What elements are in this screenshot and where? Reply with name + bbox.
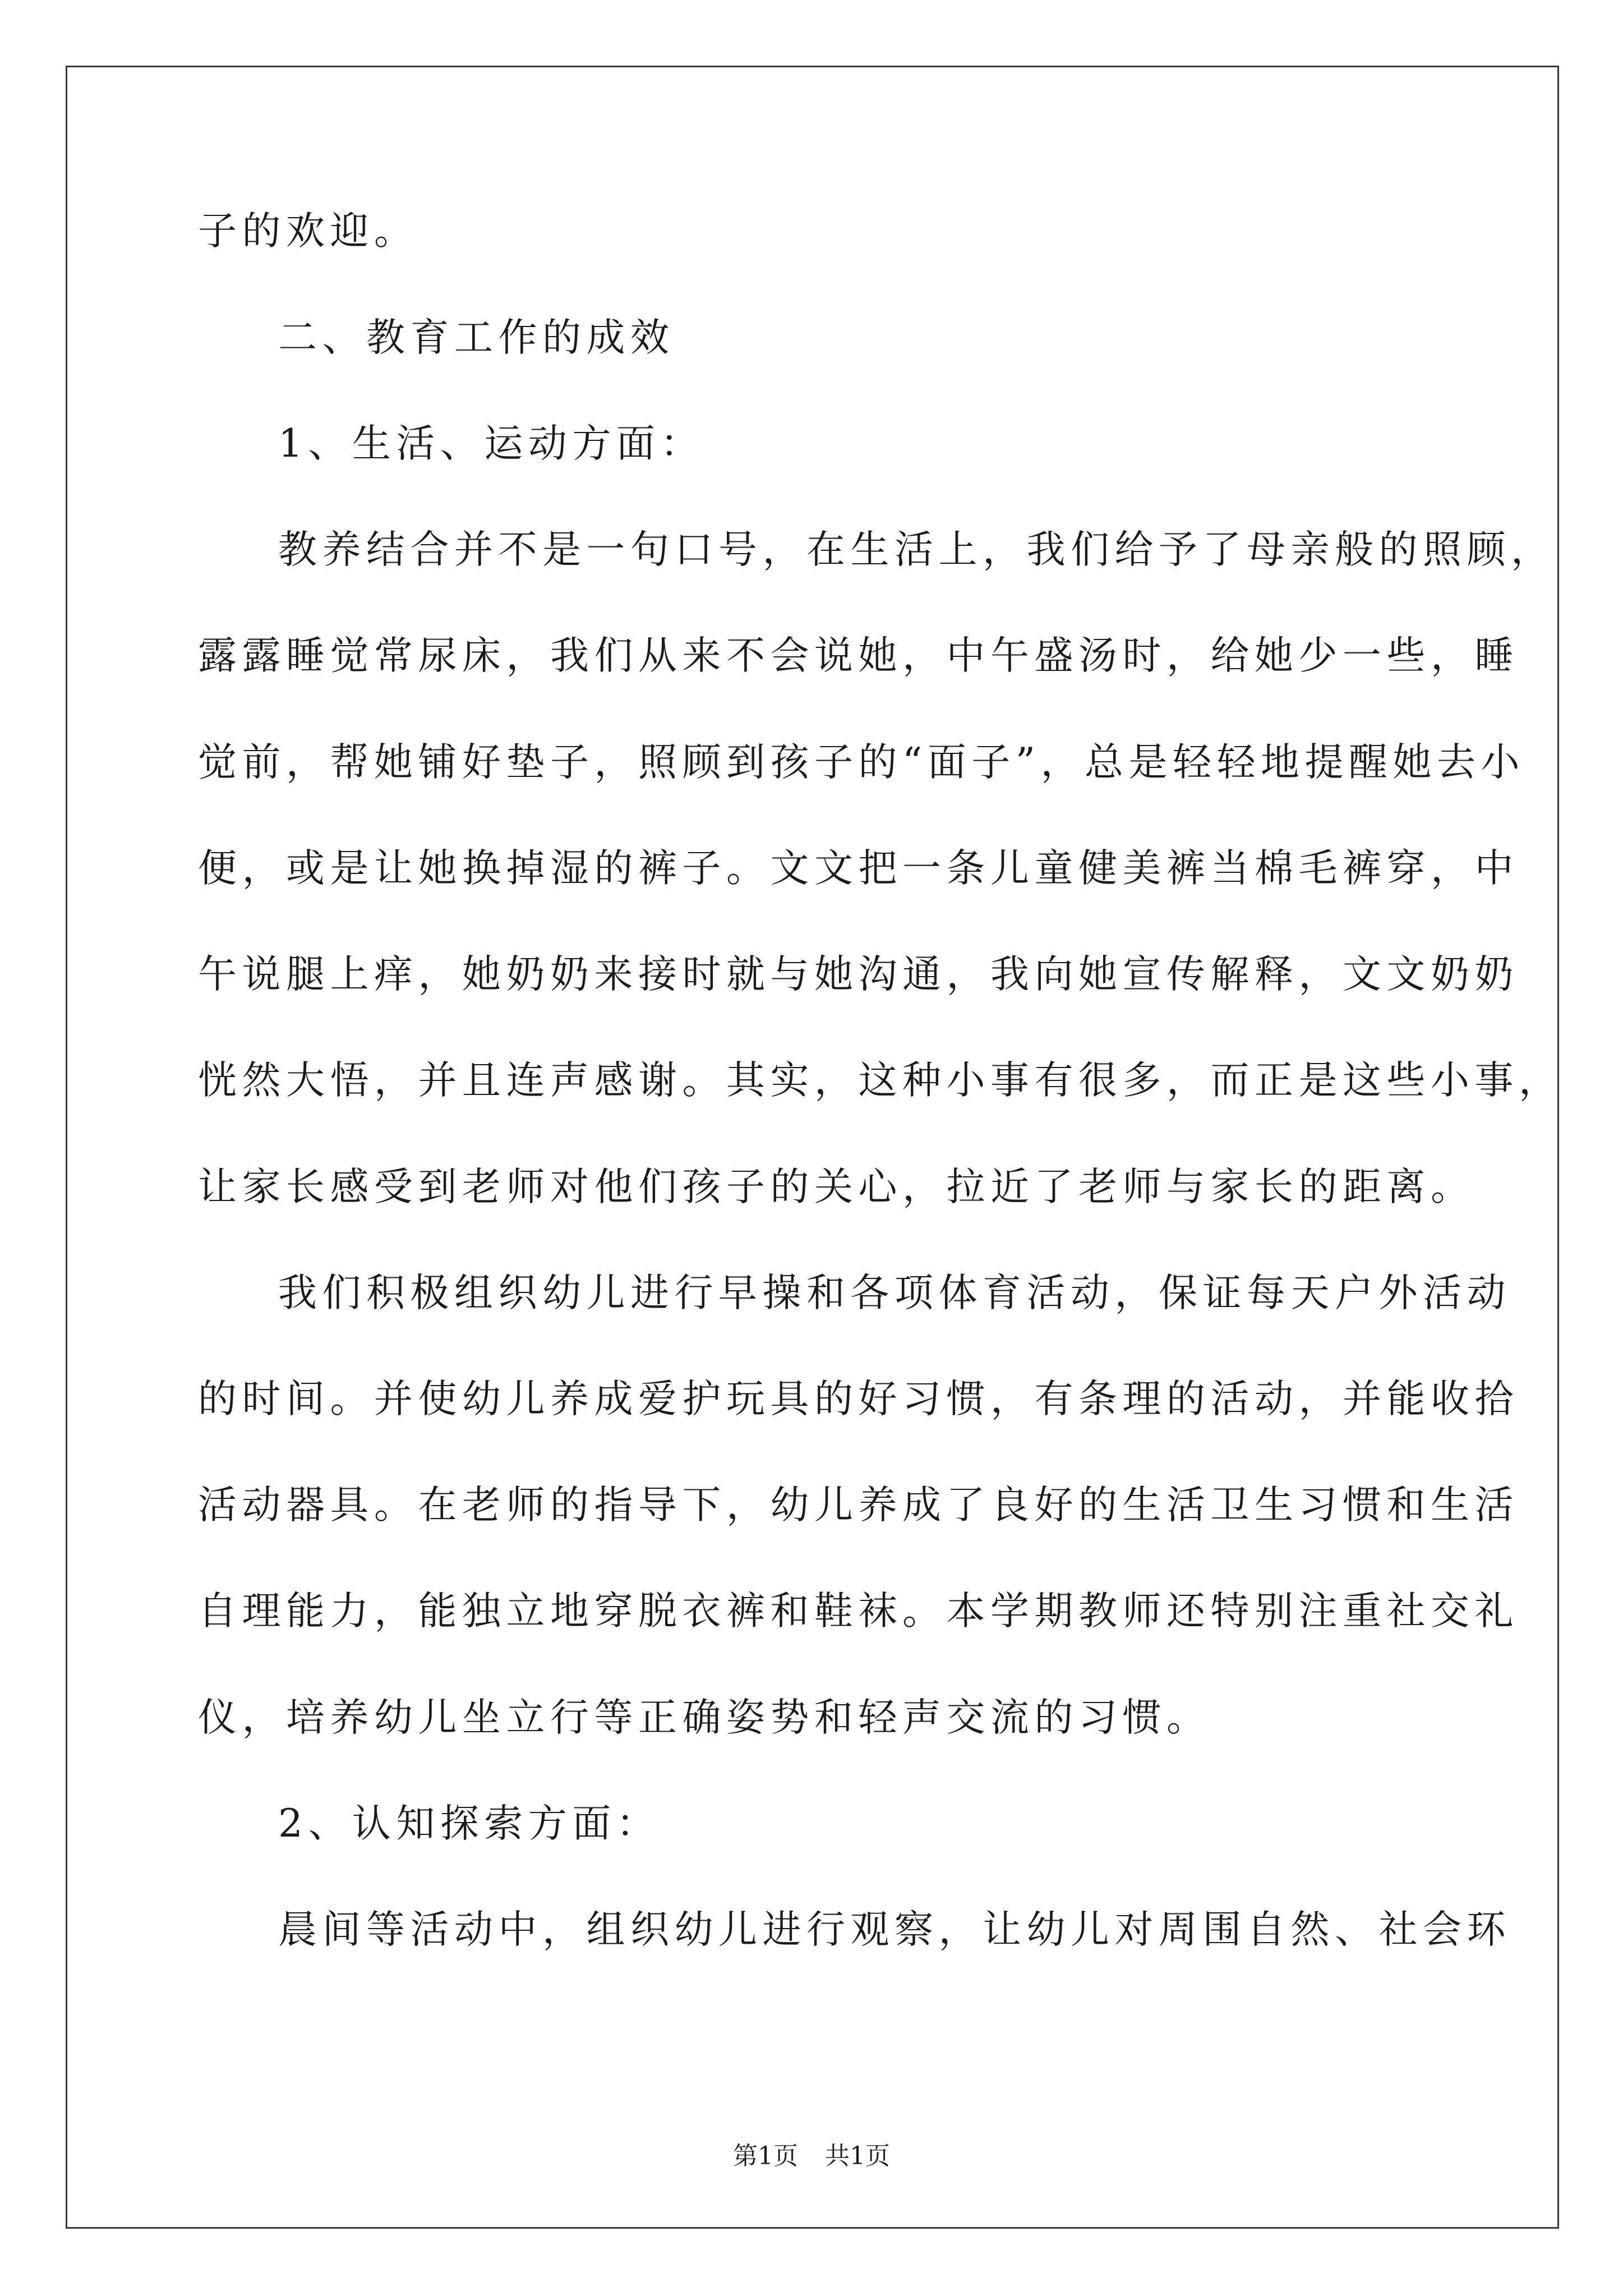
text-line: 仪，培养幼儿坐立行等正确姿势和轻声交流的习惯。: [198, 1695, 1211, 1740]
page-total: 共1页: [825, 2142, 890, 2170]
text-line: 的时间。并使幼儿养成爱护玩具的好习惯，有条理的活动，并能收拾: [198, 1377, 1519, 1421]
subsection-heading: 2、认知探索方面：: [278, 1801, 661, 1846]
page-footer: [0, 2144, 1623, 2169]
page-number: 第1页: [733, 2142, 798, 2170]
text-line: 午说腿上痒，她奶奶来接时就与她沟通，我向她宣传解释，文文奶奶: [198, 952, 1519, 997]
text-line: 让家长感受到老师对他们孩子的关心，拉近了老师与家长的距离。: [198, 1165, 1475, 1209]
text-line: 觉前，帮她铺好垫子，照顾到孩子的“面子”，总是轻轻地提醒她去小: [198, 740, 1525, 785]
text-line: 我们积极组织幼儿进行早操和各项体育活动，保证每天户外活动: [278, 1271, 1511, 1315]
text-line: 活动器具。在老师的指导下，幼儿养成了良好的生活卫生习惯和生活: [198, 1483, 1519, 1527]
text-line: 教养结合并不是一句口号，在生活上，我们给予了母亲般的照顾，: [278, 527, 1555, 572]
text-line: 露露睡觉常尿床，我们从来不会说她，中午盛汤时，给她少一些，睡: [198, 633, 1519, 678]
page-border: [66, 66, 1559, 2229]
text-line: 晨间等活动中，组织幼儿进行观察，让幼儿对周围自然、社会环: [278, 1907, 1511, 1952]
text-line: 自理能力，能独立地穿脱衣裤和鞋袜。本学期教师还特别注重社交礼: [198, 1589, 1519, 1634]
text-line: 便，或是让她换掉湿的裤子。文文把一条儿童健美裤当棉毛裤穿，中: [198, 846, 1519, 891]
subsection-heading: 1、生活、运动方面：: [278, 421, 704, 466]
section-heading: 二、教育工作的成效: [278, 315, 675, 360]
text-line: 子的欢迎。: [198, 209, 418, 254]
text-line: 恍然大悟，并且连声感谢。其实，这种小事有很多，而正是这些小事，: [198, 1058, 1563, 1103]
